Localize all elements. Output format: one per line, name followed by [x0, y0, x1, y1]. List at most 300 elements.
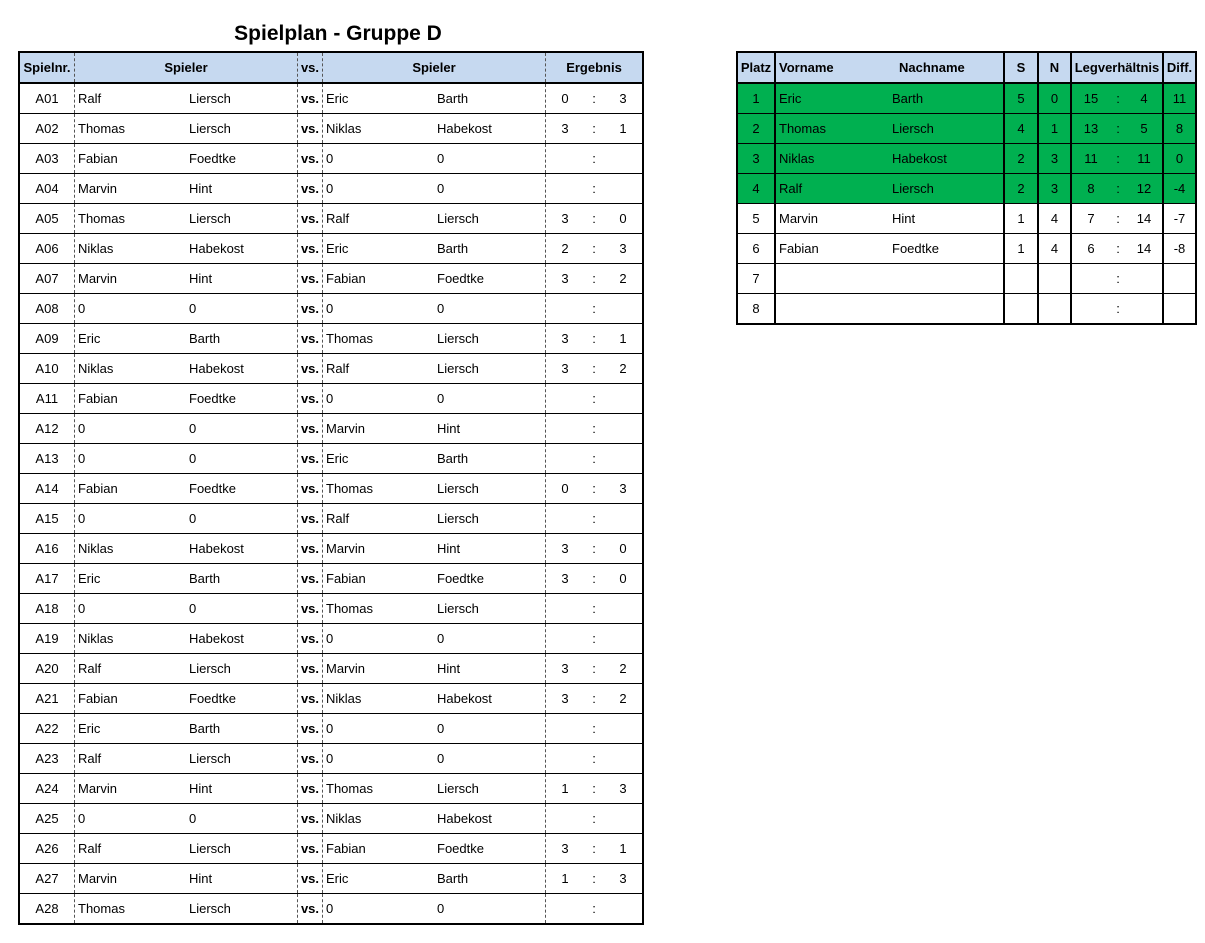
match-number: A14: [19, 474, 75, 504]
player2-last-name: Habekost: [434, 804, 546, 834]
header-vs: vs.: [298, 52, 323, 83]
score-separator: :: [592, 871, 596, 886]
legs-separator: :: [1110, 144, 1126, 174]
player2-first-name: Thomas: [326, 481, 373, 496]
player1-last-name: Hint: [186, 864, 298, 894]
player2-last-name: Liersch: [434, 594, 546, 624]
wins: 2: [1004, 144, 1038, 174]
score-player1: 0: [561, 91, 569, 106]
wins: [1004, 264, 1038, 294]
score-player2: 1: [619, 331, 627, 346]
player1-last-name: 0: [186, 444, 298, 474]
legs-separator: :: [1110, 114, 1126, 144]
header-nachname: Nachname: [889, 52, 1004, 83]
score-player1: [546, 804, 585, 834]
match-row: [19, 174, 643, 204]
player2-last-name: Barth: [434, 83, 546, 114]
player1-last-name: Hint: [186, 174, 298, 204]
score-player1: [546, 444, 585, 474]
score-separator: :: [592, 691, 596, 706]
match-row: [19, 714, 643, 744]
player2-first-name: Eric: [326, 91, 349, 106]
score-player2: [604, 504, 643, 534]
standings-header-row: [737, 52, 1196, 83]
player2-last-name: Hint: [434, 654, 546, 684]
match-row: [19, 864, 643, 894]
score-separator: :: [592, 451, 596, 466]
player1-first-name: Marvin: [78, 781, 118, 796]
match-number: A22: [19, 714, 75, 744]
vs-label: vs.: [298, 114, 323, 144]
vs-label: vs.: [298, 744, 323, 774]
player1-first-name: Ralf: [78, 661, 102, 676]
legs-separator: :: [1116, 241, 1120, 256]
player2-first-name: Marvin: [326, 541, 366, 556]
player2-last-name: 0: [434, 744, 546, 774]
player1-last-name: 0: [186, 804, 298, 834]
player1-first-name: Niklas: [78, 361, 114, 376]
score-player1: [546, 894, 585, 925]
score-separator: :: [592, 331, 596, 346]
player1-last-name: 0: [186, 294, 298, 324]
score-separator: :: [592, 631, 596, 646]
score-player2: 0: [619, 571, 627, 586]
match-row: [19, 504, 643, 534]
score-player2: 0: [619, 541, 627, 556]
score-player1: [546, 714, 585, 744]
header-niederlagen: N: [1038, 52, 1071, 83]
score-player2: 0: [619, 211, 627, 226]
vs-label: vs.: [298, 594, 323, 624]
player1-first-name: Niklas: [78, 541, 114, 556]
wins: 4: [1004, 114, 1038, 144]
score-player1: 3: [561, 121, 569, 136]
score-player2: 3: [619, 871, 627, 886]
score-player1: 2: [561, 241, 569, 256]
match-row: [19, 564, 643, 594]
losses: [1038, 264, 1071, 294]
legs-lost: [1126, 294, 1163, 325]
legs-won: [1071, 294, 1110, 325]
schedule-header-row: [19, 52, 643, 83]
match-row: [19, 654, 643, 684]
player2-last-name: 0: [434, 714, 546, 744]
vs-label: vs.: [298, 83, 323, 114]
legs-lost: 5: [1126, 114, 1163, 144]
score-separator: :: [592, 661, 596, 676]
vs-label: vs.: [298, 864, 323, 894]
match-number: A23: [19, 744, 75, 774]
match-row: [19, 264, 643, 294]
match-number: A21: [19, 684, 75, 714]
player2-first-name: Ralf: [326, 211, 350, 226]
first-name: [775, 294, 889, 325]
match-row: [19, 384, 643, 414]
player2-first-name: Ralf: [326, 361, 350, 376]
last-name: Hint: [889, 204, 1004, 234]
score-player2: 2: [619, 661, 627, 676]
match-number: A20: [19, 654, 75, 684]
score-separator: :: [592, 391, 596, 406]
player2-first-name: Thomas: [326, 601, 373, 616]
leg-difference: 11: [1163, 83, 1196, 114]
vs-label: vs.: [298, 384, 323, 414]
score-player1: 3: [561, 331, 569, 346]
last-name: Liersch: [889, 114, 1004, 144]
player1-first-name: Eric: [78, 571, 101, 586]
score-separator: :: [592, 571, 596, 586]
legs-won: 7: [1087, 211, 1095, 226]
vs-label: vs.: [298, 534, 323, 564]
first-name: [775, 264, 889, 294]
score-player1: 3: [561, 691, 569, 706]
player1-first-name: Eric: [78, 721, 101, 736]
score-player1: 3: [561, 661, 569, 676]
standings-row: [737, 83, 1196, 114]
player1-last-name: Habekost: [186, 624, 298, 654]
score-separator: :: [592, 121, 596, 136]
score-separator: :: [592, 811, 596, 826]
match-number: A07: [19, 264, 75, 294]
header-vorname: Vorname: [775, 52, 889, 83]
score-player2: [604, 144, 643, 174]
vs-label: vs.: [298, 174, 323, 204]
legs-lost: [1126, 264, 1163, 294]
player2-first-name: Marvin: [326, 661, 366, 676]
match-number: A27: [19, 864, 75, 894]
player1-last-name: 0: [186, 594, 298, 624]
score-player2: [604, 894, 643, 925]
rank: 1: [737, 83, 775, 114]
player2-last-name: Liersch: [434, 774, 546, 804]
legs-won: 15: [1071, 83, 1110, 114]
score-player1: [546, 384, 585, 414]
score-player2: 2: [619, 361, 627, 376]
score-separator: :: [592, 601, 596, 616]
match-row: [19, 744, 643, 774]
last-name: Habekost: [889, 144, 1004, 174]
player2-last-name: Hint: [434, 534, 546, 564]
player2-first-name: Niklas: [326, 691, 362, 706]
match-row: [19, 804, 643, 834]
player2-first-name: Thomas: [326, 331, 373, 346]
match-number: A05: [19, 204, 75, 234]
score-player2: 3: [619, 481, 627, 496]
legs-won: 8: [1071, 174, 1110, 204]
score-player2: 1: [619, 121, 627, 136]
header-siege: S: [1004, 52, 1038, 83]
standings-row: [737, 114, 1196, 144]
player2-first-name: Ralf: [326, 511, 350, 526]
score-player2: 3: [619, 241, 627, 256]
player2-first-name: Niklas: [326, 121, 362, 136]
wins: 2: [1004, 174, 1038, 204]
match-row: [19, 444, 643, 474]
score-player2: 2: [619, 691, 627, 706]
player2-first-name: 0: [326, 151, 334, 166]
player1-first-name: Marvin: [78, 271, 118, 286]
match-number: A17: [19, 564, 75, 594]
player1-last-name: Foedtke: [186, 384, 298, 414]
player2-first-name: Eric: [326, 241, 349, 256]
player2-last-name: 0: [434, 294, 546, 324]
score-player1: 3: [561, 361, 569, 376]
score-player1: 3: [561, 571, 569, 586]
vs-label: vs.: [298, 804, 323, 834]
player1-first-name: Thomas: [78, 121, 125, 136]
rank: 5: [737, 204, 775, 234]
player1-first-name: 0: [78, 301, 86, 316]
player2-first-name: Thomas: [326, 781, 373, 796]
score-separator: :: [592, 181, 596, 196]
vs-label: vs.: [298, 234, 323, 264]
standings-row: [737, 174, 1196, 204]
score-player2: [604, 174, 643, 204]
player2-first-name: Niklas: [326, 811, 362, 826]
match-row: [19, 774, 643, 804]
score-separator: :: [592, 91, 596, 106]
vs-label: vs.: [298, 684, 323, 714]
vs-label: vs.: [298, 204, 323, 234]
match-number: A25: [19, 804, 75, 834]
leg-difference: [1163, 264, 1196, 294]
header-spielnr: Spielnr.: [19, 52, 75, 83]
player1-first-name: Fabian: [78, 691, 118, 706]
player2-first-name: 0: [326, 181, 334, 196]
leg-difference: 8: [1163, 114, 1196, 144]
legs-lost: 4: [1126, 83, 1163, 114]
score-separator: :: [592, 361, 596, 376]
vs-label: vs.: [298, 624, 323, 654]
player1-last-name: Foedtke: [186, 474, 298, 504]
player1-last-name: Hint: [186, 774, 298, 804]
score-separator: :: [592, 481, 596, 496]
match-number: A11: [19, 384, 75, 414]
match-row: [19, 834, 643, 864]
player1-first-name: 0: [78, 811, 86, 826]
player1-first-name: Thomas: [78, 901, 125, 916]
match-number: A28: [19, 894, 75, 925]
first-name: Ralf: [775, 174, 889, 204]
match-number: A16: [19, 534, 75, 564]
player2-last-name: 0: [434, 174, 546, 204]
score-player2: 3: [619, 781, 627, 796]
score-separator: :: [592, 541, 596, 556]
match-row: [19, 83, 643, 114]
player1-last-name: Foedtke: [186, 684, 298, 714]
score-player2: [604, 714, 643, 744]
rank: 4: [737, 174, 775, 204]
match-row: [19, 354, 643, 384]
score-separator: :: [592, 151, 596, 166]
legs-won: [1071, 264, 1110, 294]
match-row: [19, 324, 643, 354]
vs-label: vs.: [298, 414, 323, 444]
match-number: A02: [19, 114, 75, 144]
last-name: Barth: [889, 83, 1004, 114]
score-separator: :: [592, 751, 596, 766]
player2-last-name: Barth: [434, 864, 546, 894]
vs-label: vs.: [298, 774, 323, 804]
legs-separator: :: [1116, 301, 1120, 316]
player1-last-name: Liersch: [186, 894, 298, 925]
player1-last-name: Foedtke: [186, 144, 298, 174]
match-row: [19, 144, 643, 174]
player2-last-name: Foedtke: [434, 834, 546, 864]
header-ergebnis: Ergebnis: [546, 52, 644, 83]
match-number: A15: [19, 504, 75, 534]
player1-first-name: Thomas: [78, 211, 125, 226]
score-player1: 1: [561, 781, 569, 796]
legs-won: 6: [1087, 241, 1095, 256]
player2-first-name: Fabian: [326, 841, 366, 856]
score-player2: [604, 594, 643, 624]
rank: 3: [737, 144, 775, 174]
score-player1: [546, 414, 585, 444]
legs-separator: :: [1110, 174, 1126, 204]
rank: 2: [737, 114, 775, 144]
legs-lost: 14: [1126, 234, 1163, 264]
score-player1: 3: [561, 271, 569, 286]
player2-first-name: 0: [326, 751, 334, 766]
player2-first-name: Fabian: [326, 271, 366, 286]
score-player2: 1: [619, 841, 627, 856]
player1-last-name: Liersch: [186, 114, 298, 144]
match-row: [19, 294, 643, 324]
losses: 4: [1038, 204, 1071, 234]
player2-first-name: Eric: [326, 451, 349, 466]
player1-last-name: Liersch: [186, 654, 298, 684]
match-row: [19, 204, 643, 234]
legs-lost: 12: [1126, 174, 1163, 204]
score-player1: [546, 594, 585, 624]
player1-first-name: Ralf: [78, 91, 102, 106]
score-player2: 2: [619, 271, 627, 286]
score-separator: :: [592, 301, 596, 316]
player1-last-name: Habekost: [186, 234, 298, 264]
match-row: [19, 414, 643, 444]
last-name: Foedtke: [889, 234, 1004, 264]
match-number: A19: [19, 624, 75, 654]
player2-first-name: 0: [326, 301, 334, 316]
losses: 4: [1038, 234, 1071, 264]
vs-label: vs.: [298, 894, 323, 925]
match-number: A01: [19, 83, 75, 114]
player1-first-name: Eric: [78, 331, 101, 346]
leg-difference: -4: [1163, 174, 1196, 204]
vs-label: vs.: [298, 714, 323, 744]
vs-label: vs.: [298, 294, 323, 324]
score-player1: 3: [561, 211, 569, 226]
standings-row: [737, 294, 1196, 325]
legs-won: 11: [1071, 144, 1110, 174]
first-name: Marvin: [779, 211, 819, 226]
score-player1: [546, 144, 585, 174]
rank: 8: [737, 294, 775, 325]
legs-lost: 14: [1126, 204, 1163, 234]
legs-separator: :: [1116, 271, 1120, 286]
leg-difference: 0: [1163, 144, 1196, 174]
player2-first-name: 0: [326, 391, 334, 406]
player2-last-name: 0: [434, 894, 546, 925]
losses: 3: [1038, 174, 1071, 204]
player2-last-name: Hint: [434, 414, 546, 444]
player2-last-name: Liersch: [434, 504, 546, 534]
score-player1: [546, 174, 585, 204]
header-spieler-2: Spieler: [323, 52, 546, 83]
score-player2: 3: [619, 91, 627, 106]
player1-first-name: 0: [78, 511, 86, 526]
player1-last-name: Habekost: [186, 354, 298, 384]
standings-row: [737, 264, 1196, 294]
score-separator: :: [592, 901, 596, 916]
header-spieler-1: Spieler: [75, 52, 298, 83]
match-number: A03: [19, 144, 75, 174]
player1-first-name: Niklas: [78, 631, 114, 646]
match-row: [19, 894, 643, 925]
score-player1: [546, 504, 585, 534]
player1-last-name: 0: [186, 504, 298, 534]
player2-last-name: 0: [434, 144, 546, 174]
match-row: [19, 534, 643, 564]
player1-first-name: 0: [78, 421, 86, 436]
player1-last-name: Barth: [186, 324, 298, 354]
match-row: [19, 234, 643, 264]
player1-first-name: 0: [78, 601, 86, 616]
match-number: A04: [19, 174, 75, 204]
schedule-table: [18, 51, 644, 925]
score-separator: :: [592, 421, 596, 436]
vs-label: vs.: [298, 144, 323, 174]
first-name: Fabian: [779, 241, 819, 256]
player2-last-name: Liersch: [434, 324, 546, 354]
player1-first-name: Ralf: [78, 751, 102, 766]
page-title: Spielplan - Gruppe D: [234, 22, 442, 45]
player1-first-name: 0: [78, 451, 86, 466]
match-row: [19, 624, 643, 654]
losses: 1: [1038, 114, 1071, 144]
last-name: [889, 294, 1004, 325]
leg-difference: -7: [1173, 211, 1186, 226]
legs-separator: :: [1110, 83, 1126, 114]
score-separator: :: [592, 211, 596, 226]
score-separator: :: [592, 781, 596, 796]
score-separator: :: [592, 271, 596, 286]
vs-label: vs.: [298, 444, 323, 474]
wins: 1: [1004, 234, 1038, 264]
player2-last-name: Foedtke: [434, 264, 546, 294]
player1-first-name: Niklas: [78, 241, 114, 256]
player2-first-name: 0: [326, 901, 334, 916]
header-diff: Diff.: [1163, 52, 1196, 83]
match-number: A12: [19, 414, 75, 444]
score-player1: [546, 294, 585, 324]
vs-label: vs.: [298, 504, 323, 534]
wins: [1004, 294, 1038, 325]
player1-last-name: Liersch: [186, 83, 298, 114]
score-separator: :: [592, 721, 596, 736]
player1-last-name: 0: [186, 414, 298, 444]
player1-first-name: Ralf: [78, 841, 102, 856]
last-name: [889, 264, 1004, 294]
match-number: A24: [19, 774, 75, 804]
player1-last-name: Liersch: [186, 204, 298, 234]
player2-last-name: Liersch: [434, 204, 546, 234]
standings-row: [737, 204, 1196, 234]
leg-difference: -8: [1173, 241, 1186, 256]
vs-label: vs.: [298, 834, 323, 864]
player2-first-name: 0: [326, 631, 334, 646]
